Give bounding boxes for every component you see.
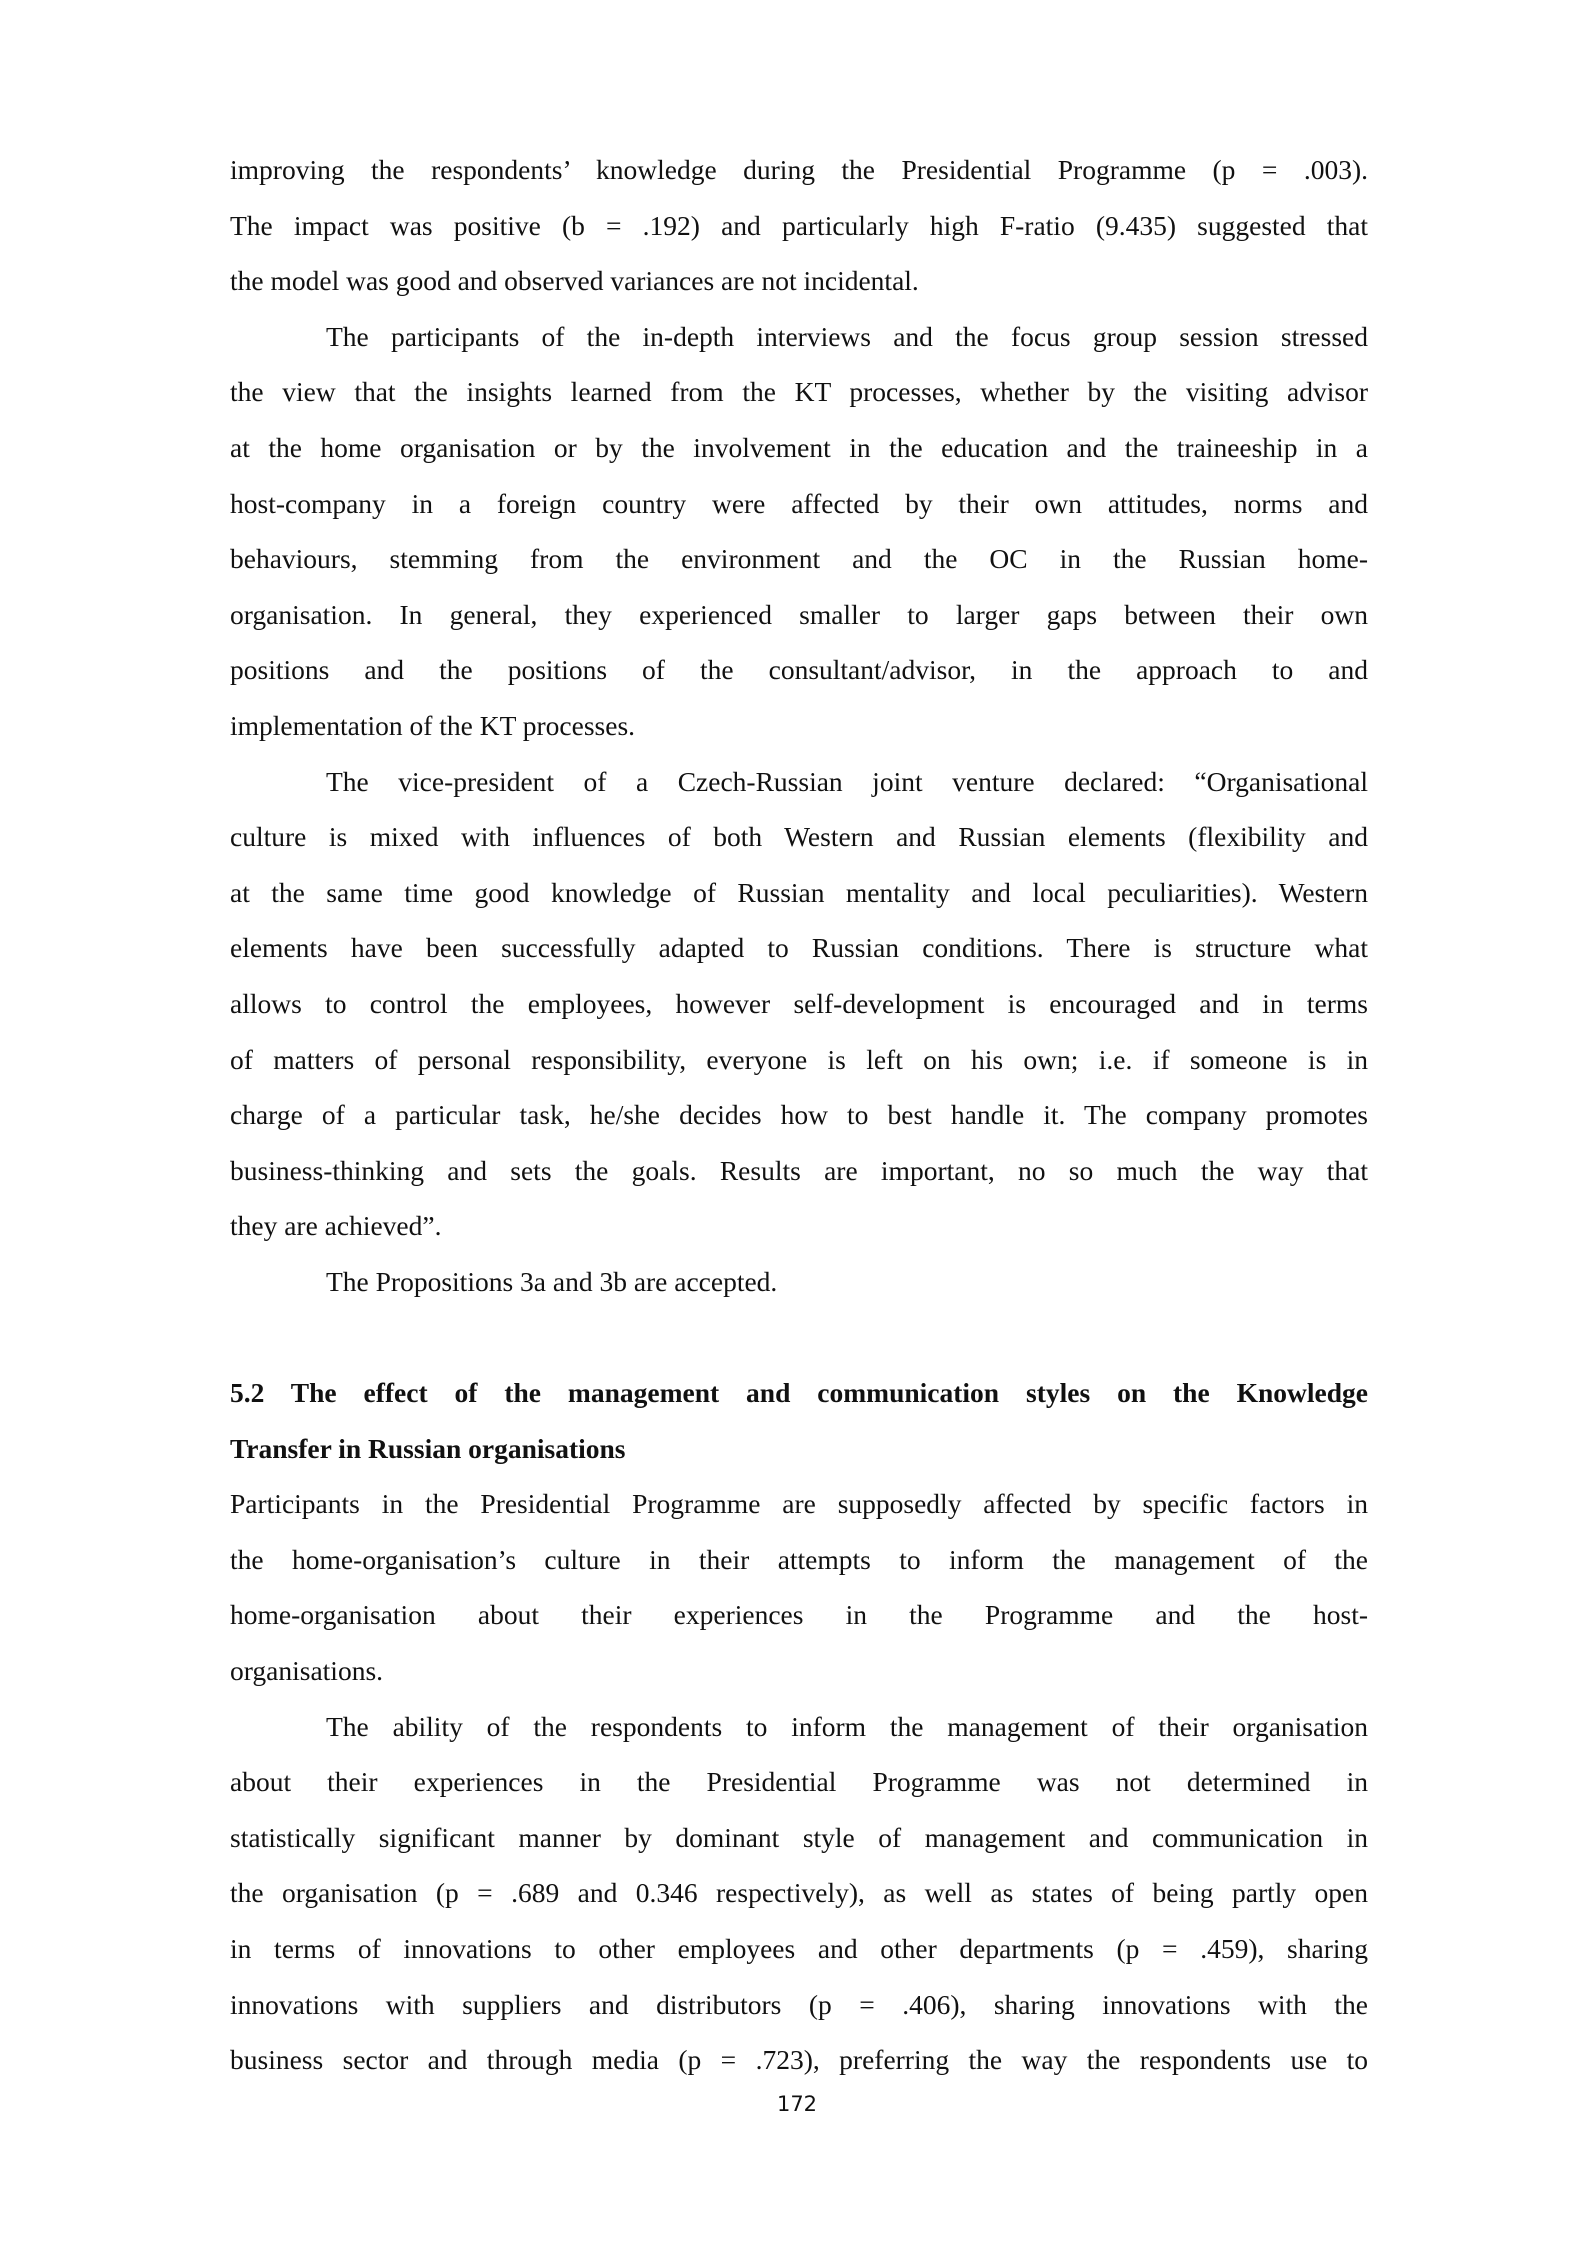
text-line: allows to control the employees, however self-development is encouraged and in terms: [230, 987, 1368, 1019]
text-line: behaviours, stemming from the environment and the OC in the Russian home-: [230, 543, 1368, 575]
text-line: home-organisation about their experiences in the Programme and the host-: [230, 1599, 1368, 1631]
text-line: The participants of the in-depth interviews and the focus group session stressed: [326, 320, 1368, 352]
text-line: they are achieved”.: [230, 1210, 442, 1242]
heading-line: 5.2 The effect of the management and communication styles on the Knowledge: [230, 1377, 1368, 1409]
paragraph: [230, 142, 1368, 309]
paragraph: [230, 1254, 1368, 1310]
text-line: implementation of the KT processes.: [230, 709, 636, 741]
document-body: [230, 142, 1368, 2088]
paragraph: [230, 1699, 1368, 2088]
text-line: innovations with suppliers and distributors (p = .406), sharing innovations with the: [230, 1988, 1368, 2020]
text-line: The impact was positive (b = .192) and particularly high F-ratio (9.435) suggested that: [230, 209, 1368, 241]
paragraph: [230, 309, 1368, 754]
text-line: organisations.: [230, 1655, 384, 1687]
section-heading: [230, 1365, 1368, 1476]
text-line: The vice-president of a Czech-Russian joint venture declared: “Organisational: [326, 765, 1368, 797]
text-line: Participants in the Presidential Programme are supposedly affected by specific factors in: [230, 1488, 1368, 1520]
blank-line: [230, 1309, 1368, 1365]
text-line: the home-organisation’s culture in their attempts to inform the management of the: [230, 1543, 1368, 1575]
text-line: positions and the positions of the consultant/advisor, in the approach to and: [230, 654, 1368, 686]
text-line: host-company in a foreign country were affected by their own attitudes, norms and: [230, 487, 1368, 519]
text-line: charge of a particular task, he/she decides how to best handle it. The company promotes: [230, 1099, 1368, 1131]
text-line: at the home organisation or by the involvement in the education and the traineeship in a: [230, 431, 1368, 463]
paragraph: [230, 754, 1368, 1254]
text-line: the organisation (p = .689 and 0.346 respectively), as well as states of being partly open: [230, 1877, 1368, 1909]
text-line: elements have been successfully adapted to Russian conditions. There is structure what: [230, 932, 1368, 964]
text-line: culture is mixed with influences of both Western and Russian elements (flexibility and: [230, 821, 1368, 853]
text-line: The ability of the respondents to inform the management of their organisation: [326, 1710, 1368, 1742]
text-line: the model was good and observed variances are not incidental.: [230, 265, 919, 297]
text-line: in terms of innovations to other employees and other departments (p = .459), sharing: [230, 1933, 1368, 1964]
text-line: business sector and through media (p = .723), preferring the way the respondents use to: [230, 2044, 1368, 2076]
paragraph: [230, 1476, 1368, 1698]
text-line: business-thinking and sets the goals. Results are important, no so much the way that: [230, 1154, 1368, 1186]
text-line: statistically significant manner by dominant style of management and communication in: [230, 1821, 1368, 1853]
text-line: the view that the insights learned from the KT processes, whether by the visiting advisor: [230, 376, 1368, 408]
text-line: improving the respondents’ knowledge during the Presidential Programme (p = .003).: [230, 154, 1368, 185]
section-after-heading: [230, 1476, 1368, 2088]
text-line: The Propositions 3a and 3b are accepted.: [326, 1265, 778, 1297]
text-line: at the same time good knowledge of Russian mentality and local peculiarities). Western: [230, 876, 1368, 908]
text-line: about their experiences in the Presidential Programme was not determined in: [230, 1766, 1368, 1798]
heading-line: Transfer in Russian organisations: [230, 1432, 626, 1464]
page-number: 172: [776, 2092, 818, 2116]
section-before-heading: [230, 142, 1368, 1309]
text-line: organisation. In general, they experienced smaller to larger gaps between their own: [230, 598, 1368, 630]
text-line: of matters of personal responsibility, everyone is left on his own; i.e. if someone is in: [230, 1043, 1368, 1075]
